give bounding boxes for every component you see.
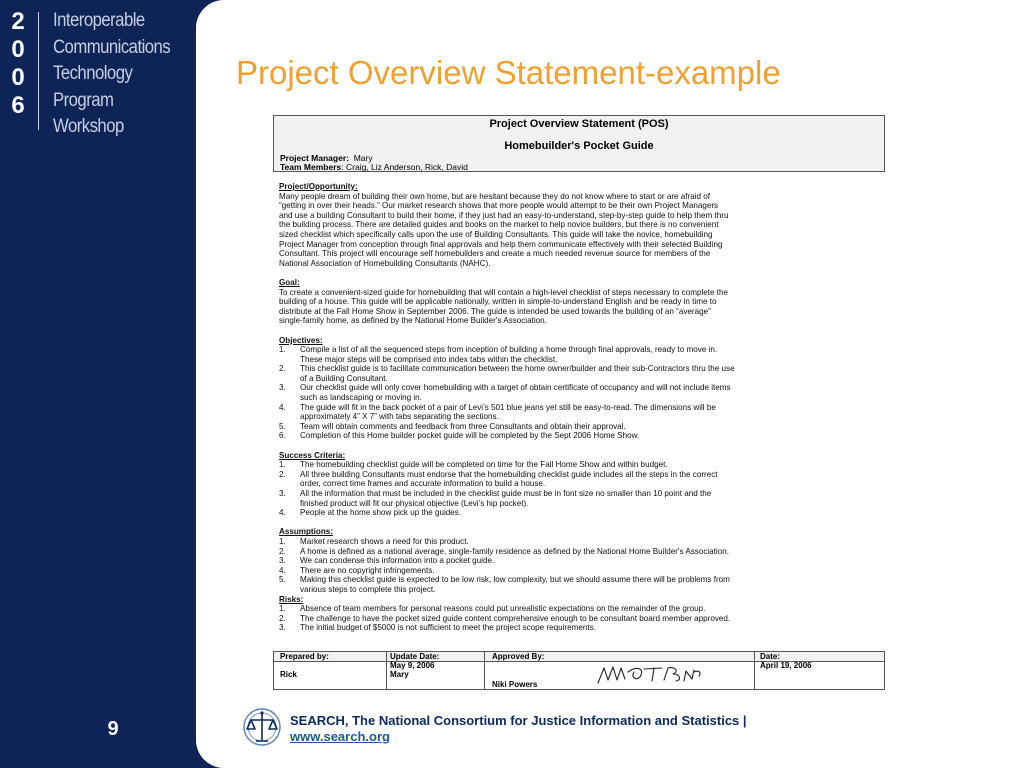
item-text-line: This checklist guide is to facilitate communication between the home owner/builder and their sub-Contractors thru the use — [300, 364, 735, 374]
item-number: 4. — [279, 402, 286, 412]
item-text-line: The initial budget of $5000 is not sufficient to meet the project scope requirements. — [300, 623, 596, 633]
list-item — [279, 460, 879, 470]
year-digit: 0 — [11, 64, 25, 91]
text-line: sized checklist which specifically calls upon the use of Building Consultants. This guide will take the novice, homebuilding — [279, 229, 713, 239]
item-number: 4. — [279, 565, 286, 575]
item-text-line: Our checklist guide will only cover homebuilding with a target of obtain certificate of occupancy and will not include items — [300, 383, 731, 393]
list-item — [279, 614, 879, 624]
section-assumptions — [279, 527, 879, 594]
success-list — [279, 460, 879, 518]
list-item — [279, 556, 879, 566]
item-number: 1. — [279, 536, 286, 546]
item-number: 3. — [279, 383, 286, 393]
item-text-line: Making this checklist guide is expected to be low risk, low complexity, but we should assume there will be problems from — [300, 575, 730, 585]
item-text-line: All the information that must be included in the checklist guide must be in font size no smaller than 10 point and the — [300, 489, 712, 498]
approved-by-value: Niki Powers — [492, 680, 538, 689]
item-text-line: Absence of team members for personal reasons could put unrealistic expectations on the remainder of the group. — [300, 604, 706, 614]
objectives-list — [279, 345, 879, 441]
item-text-line: The challenge to have the pocket sized guide content comprehensive enough to be consultant board member approved. — [300, 613, 731, 623]
list-item — [279, 431, 879, 441]
section-heading: Goal: — [279, 277, 300, 287]
item-text-line: All three building Consultants must endorse that the homebuilding checklist guide includes all the steps in the correct — [300, 469, 718, 479]
section-success — [279, 451, 879, 518]
search-seal-logo — [242, 705, 282, 751]
footer-link[interactable]: www.search.org — [290, 729, 390, 744]
year-digit: 0 — [11, 36, 25, 63]
item-number: 5. — [279, 421, 286, 431]
item-text-line: These major steps will be comprised into index tabs within the checklist. — [300, 354, 558, 364]
item-number: 1. — [279, 460, 286, 470]
item-text-line: Completion of this Home builder pocket guide will be completed by the Sept 2006 Home Show. — [300, 431, 640, 441]
team-label: Team Members — [280, 162, 342, 172]
item-number: 3. — [279, 556, 286, 566]
item-text-line: such as landscaping or moving in. — [300, 393, 422, 403]
list-item — [279, 623, 879, 633]
item-number: 1. — [279, 345, 286, 355]
item-number: 2. — [279, 613, 286, 623]
manager-label: Project Manager: — [280, 153, 349, 163]
item-text-line: People at the home show pick up the guides. — [300, 508, 462, 518]
item-text-line: Market research shows a need for this product. — [300, 536, 469, 546]
footer-org: SEARCH, The National Consortium for Justice Information and Statistics | — [290, 713, 747, 728]
item-number: 2. — [279, 546, 286, 556]
header-approved-by: Approved By: — [492, 652, 545, 661]
section-opportunity — [279, 182, 879, 268]
section-heading: Assumptions: — [279, 527, 333, 537]
header-update-date: Update Date: — [390, 652, 440, 661]
list-item — [279, 575, 879, 594]
pos-header-box — [273, 115, 885, 172]
text-line: Many people dream of building their own home, but are hesitant because they do not know where to start or are afraid of — [279, 191, 711, 201]
section-heading: Objectives: — [279, 335, 323, 345]
prepared-by-value: Rick — [280, 670, 297, 679]
page-number: 9 — [107, 718, 119, 740]
section-goal — [279, 278, 879, 326]
item-number: 4. — [279, 508, 286, 518]
column-divider — [754, 652, 755, 689]
signature-image — [594, 662, 706, 686]
item-text-line: There are no copyright infringements. — [300, 565, 435, 575]
update-date-value: May 9, 2006 — [390, 661, 435, 670]
signoff-table — [273, 651, 885, 690]
list-item — [279, 470, 879, 489]
update-by-value: Mary — [390, 670, 409, 679]
text-line: distribute at the Fall Home Show in September 2006. The guide is intended be used towards the building of an “average” — [279, 306, 711, 316]
column-divider — [484, 652, 485, 689]
list-item — [279, 422, 879, 432]
event-name-line: Workshop — [53, 116, 124, 137]
list-item — [279, 364, 879, 383]
list-item — [279, 345, 879, 364]
section-heading: Success Criteria: — [279, 450, 346, 460]
header-prepared-by: Prepared by: — [280, 652, 329, 661]
item-text-line: of a Building Consultant. — [300, 373, 388, 383]
section-risks — [279, 595, 879, 633]
text-line: single-family home, as defined by the National Home Builder's Association. — [279, 316, 547, 326]
sidebar — [0, 0, 200, 768]
event-name-line: Program — [53, 89, 114, 111]
footer — [290, 713, 747, 745]
list-item — [279, 489, 879, 508]
list-item — [279, 604, 879, 614]
item-text-line: order, correct time frames and accurate information to build a house. — [300, 479, 546, 489]
year-digit: 2 — [11, 8, 25, 35]
text-line: “getting in over their heads.” Our market research shows that more people would attempt to be their own Project Managers — [279, 201, 719, 211]
text-line: Consultant. This project will encourage self homebuilders and create a much needed revenue source for members of the — [279, 249, 711, 259]
assumptions-list — [279, 537, 879, 595]
header-date: Date: — [760, 652, 781, 661]
list-item — [279, 508, 879, 518]
item-number: 1. — [279, 604, 286, 614]
list-item — [279, 403, 879, 422]
text-line: National Association of Homebuilding Consultants (NAHC). — [279, 258, 491, 268]
item-text-line: Compile a list of all the sequenced steps from inception of building a home through final approvals, ready to move in. — [300, 345, 718, 355]
item-text-line: various steps to complete this project. — [300, 584, 436, 594]
risks-list — [279, 604, 879, 633]
section-heading: Risks: — [279, 594, 304, 604]
sidebar-divider — [38, 12, 39, 130]
item-text-line: Team will obtain comments and feedback from three Consultants and obtain their approval. — [300, 421, 626, 431]
document-body — [279, 182, 879, 643]
team-value: : Craig, Liz Anderson, Rick, David — [341, 162, 468, 172]
event-year — [8, 8, 28, 120]
event-name-line: Technology — [53, 63, 133, 84]
text-line: building of a house. This guide will be applicable nationally, written in simple-to-understand English and be ready in time to — [279, 297, 717, 307]
project-name: Homebuilder's Pocket Guide — [504, 140, 654, 152]
list-item — [279, 537, 879, 547]
item-text-line: approximately 4” X 7” with tabs separating the sections. — [300, 412, 499, 422]
list-item — [279, 547, 879, 557]
text-line: the building process. There are detailed guides and books on the market to help novice builders, but there is no convenient — [279, 220, 719, 230]
event-name-line: Communications — [53, 36, 171, 58]
list-item — [279, 566, 879, 576]
section-heading: Project/Opportunity: — [279, 182, 358, 191]
team-members — [280, 162, 468, 172]
item-text-line: A home is defined as a national average, single-family residence as defined by the National Home Builder's Association. — [300, 546, 729, 556]
text-line: Project Manager from conception through final approvals and help them communicate effectively with their selected Building — [279, 239, 723, 249]
item-number: 2. — [279, 364, 286, 374]
column-divider — [386, 652, 387, 689]
date-value: April 19, 2006 — [760, 661, 812, 670]
text-line: To create a convenient-sized guide for homebuilding that will contain a high-level checklist of steps necessary to complete the — [279, 287, 729, 297]
year-digit: 6 — [11, 92, 25, 119]
event-name — [53, 8, 186, 141]
item-text-line: finished product will fit our physical objective (Levi’s hip pocket). — [300, 498, 529, 508]
item-text-line: We can condense this information into a pocket guide. — [300, 556, 495, 566]
item-text-line: The guide will fit in the back pocket of a pair of Levi’s 501 blue jeans yet still be easy-to-read. The dimensions will be — [300, 402, 716, 412]
slide-title: Project Overview Statement-example — [236, 54, 781, 91]
item-number: 6. — [279, 431, 286, 441]
list-item — [279, 383, 879, 402]
section-objectives — [279, 336, 879, 442]
slide-content — [196, 0, 1024, 768]
manager-value: Mary — [353, 153, 373, 163]
event-name-line: Interoperable — [53, 10, 145, 31]
item-number: 3. — [279, 623, 286, 633]
pos-heading: Project Overview Statement (POS) — [489, 118, 669, 130]
text-line: and use a building Consultant to build their home, if they just had an easy-to-understand, step-by-step guide to help them thru — [279, 210, 729, 220]
item-text-line: The homebuilding checklist guide will be completed on time for the Fall Home Show and within budget. — [300, 460, 668, 470]
item-number: 2. — [279, 469, 286, 479]
item-number: 3. — [279, 489, 286, 498]
item-number: 5. — [279, 575, 286, 585]
